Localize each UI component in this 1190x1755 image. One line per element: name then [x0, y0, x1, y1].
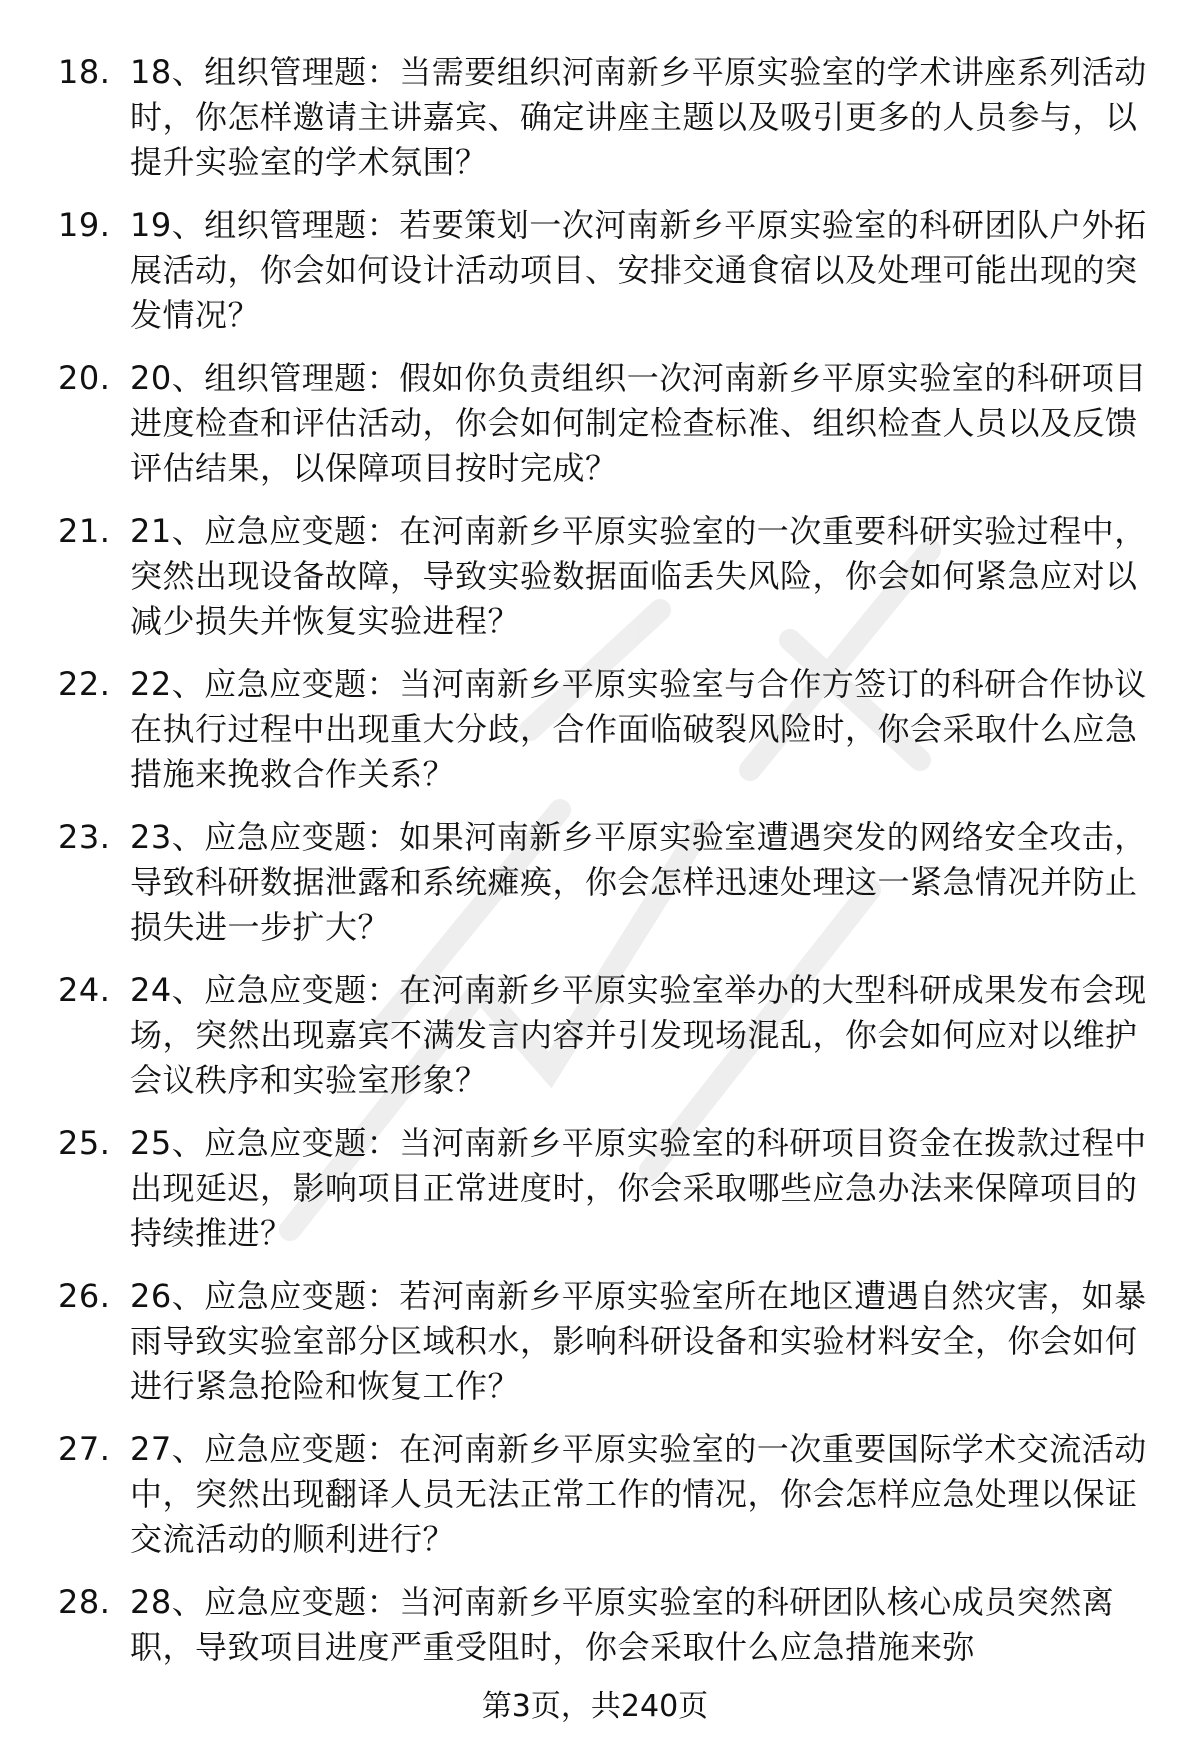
question-number: 25.	[58, 1124, 111, 1162]
question-text: 23、应急应变题：如果河南新乡平原实验室遭遇突发的网络安全攻击，导致科研数据泄露和系统瘫痪，你会怎样迅速处理这一紧急情况并防止损失进一步扩大？	[130, 818, 1147, 946]
question-item-23	[58, 815, 1153, 950]
question-number: 18.	[58, 53, 111, 91]
question-text: 18、组织管理题：当需要组织河南新乡平原实验室的学术讲座系列活动时，你怎样邀请主讲嘉宾、确定讲座主题以及吸引更多的人员参与，以提升实验室的学术氛围？	[130, 53, 1147, 181]
question-number: 22.	[58, 665, 111, 703]
question-item-20	[58, 356, 1153, 491]
question-text: 25、应急应变题：当河南新乡平原实验室的科研项目资金在拨款过程中出现延迟，影响项目正常进度时，你会采取哪些应急办法来保障项目的持续推进？	[130, 1124, 1147, 1252]
question-text: 19、组织管理题：若要策划一次河南新乡平原实验室的科研团队户外拓展活动，你会如何设计活动项目、安排交通食宿以及处理可能出现的突发情况？	[130, 206, 1147, 334]
question-text: 22、应急应变题：当河南新乡平原实验室与合作方签订的科研合作协议在执行过程中出现重大分歧，合作面临破裂风险时，你会采取什么应急措施来挽救合作关系？	[130, 665, 1147, 793]
page-number-label: 第3页，共240页	[481, 1689, 709, 1724]
question-item-26	[58, 1274, 1153, 1409]
question-text: 24、应急应变题：在河南新乡平原实验室举办的大型科研成果发布会现场，突然出现嘉宾不满发言内容并引发现场混乱，你会如何应对以维护会议秩序和实验室形象？	[130, 971, 1147, 1099]
question-item-25	[58, 1121, 1153, 1256]
question-text: 26、应急应变题：若河南新乡平原实验室所在地区遭遇自然灾害，如暴雨导致实验室部分区域积水，影响科研设备和实验材料安全，你会如何进行紧急抢险和恢复工作？	[130, 1277, 1147, 1405]
question-text: 20、组织管理题：假如你负责组织一次河南新乡平原实验室的科研项目进度检查和评估活动，你会如何制定检查标准、组织检查人员以及反馈评估结果，以保障项目按时完成？	[130, 359, 1147, 487]
question-item-22	[58, 662, 1153, 797]
question-item-28	[58, 1580, 1153, 1670]
question-text: 28、应急应变题：当河南新乡平原实验室的科研团队核心成员突然离职，导致项目进度严重受阻时，你会采取什么应急措施来弥	[130, 1583, 1115, 1666]
question-item-24	[58, 968, 1153, 1103]
question-number: 28.	[58, 1583, 111, 1621]
question-item-21	[58, 509, 1153, 644]
question-number: 19.	[58, 206, 111, 244]
question-item-27	[58, 1427, 1153, 1562]
page-footer	[0, 1687, 1190, 1727]
question-item-19	[58, 203, 1153, 338]
question-text: 21、应急应变题：在河南新乡平原实验室的一次重要科研实验过程中，突然出现设备故障，导致实验数据面临丢失风险，你会如何紧急应对以减少损失并恢复实验进程？	[130, 512, 1147, 640]
question-list	[58, 50, 1153, 1688]
question-number: 21.	[58, 512, 111, 550]
question-item-18	[58, 50, 1153, 185]
question-number: 23.	[58, 818, 111, 856]
question-text: 27、应急应变题：在河南新乡平原实验室的一次重要国际学术交流活动中，突然出现翻译人员无法正常工作的情况，你会怎样应急处理以保证交流活动的顺利进行？	[130, 1430, 1147, 1558]
question-number: 20.	[58, 359, 111, 397]
question-number: 27.	[58, 1430, 111, 1468]
question-number: 26.	[58, 1277, 111, 1315]
question-number: 24.	[58, 971, 111, 1009]
